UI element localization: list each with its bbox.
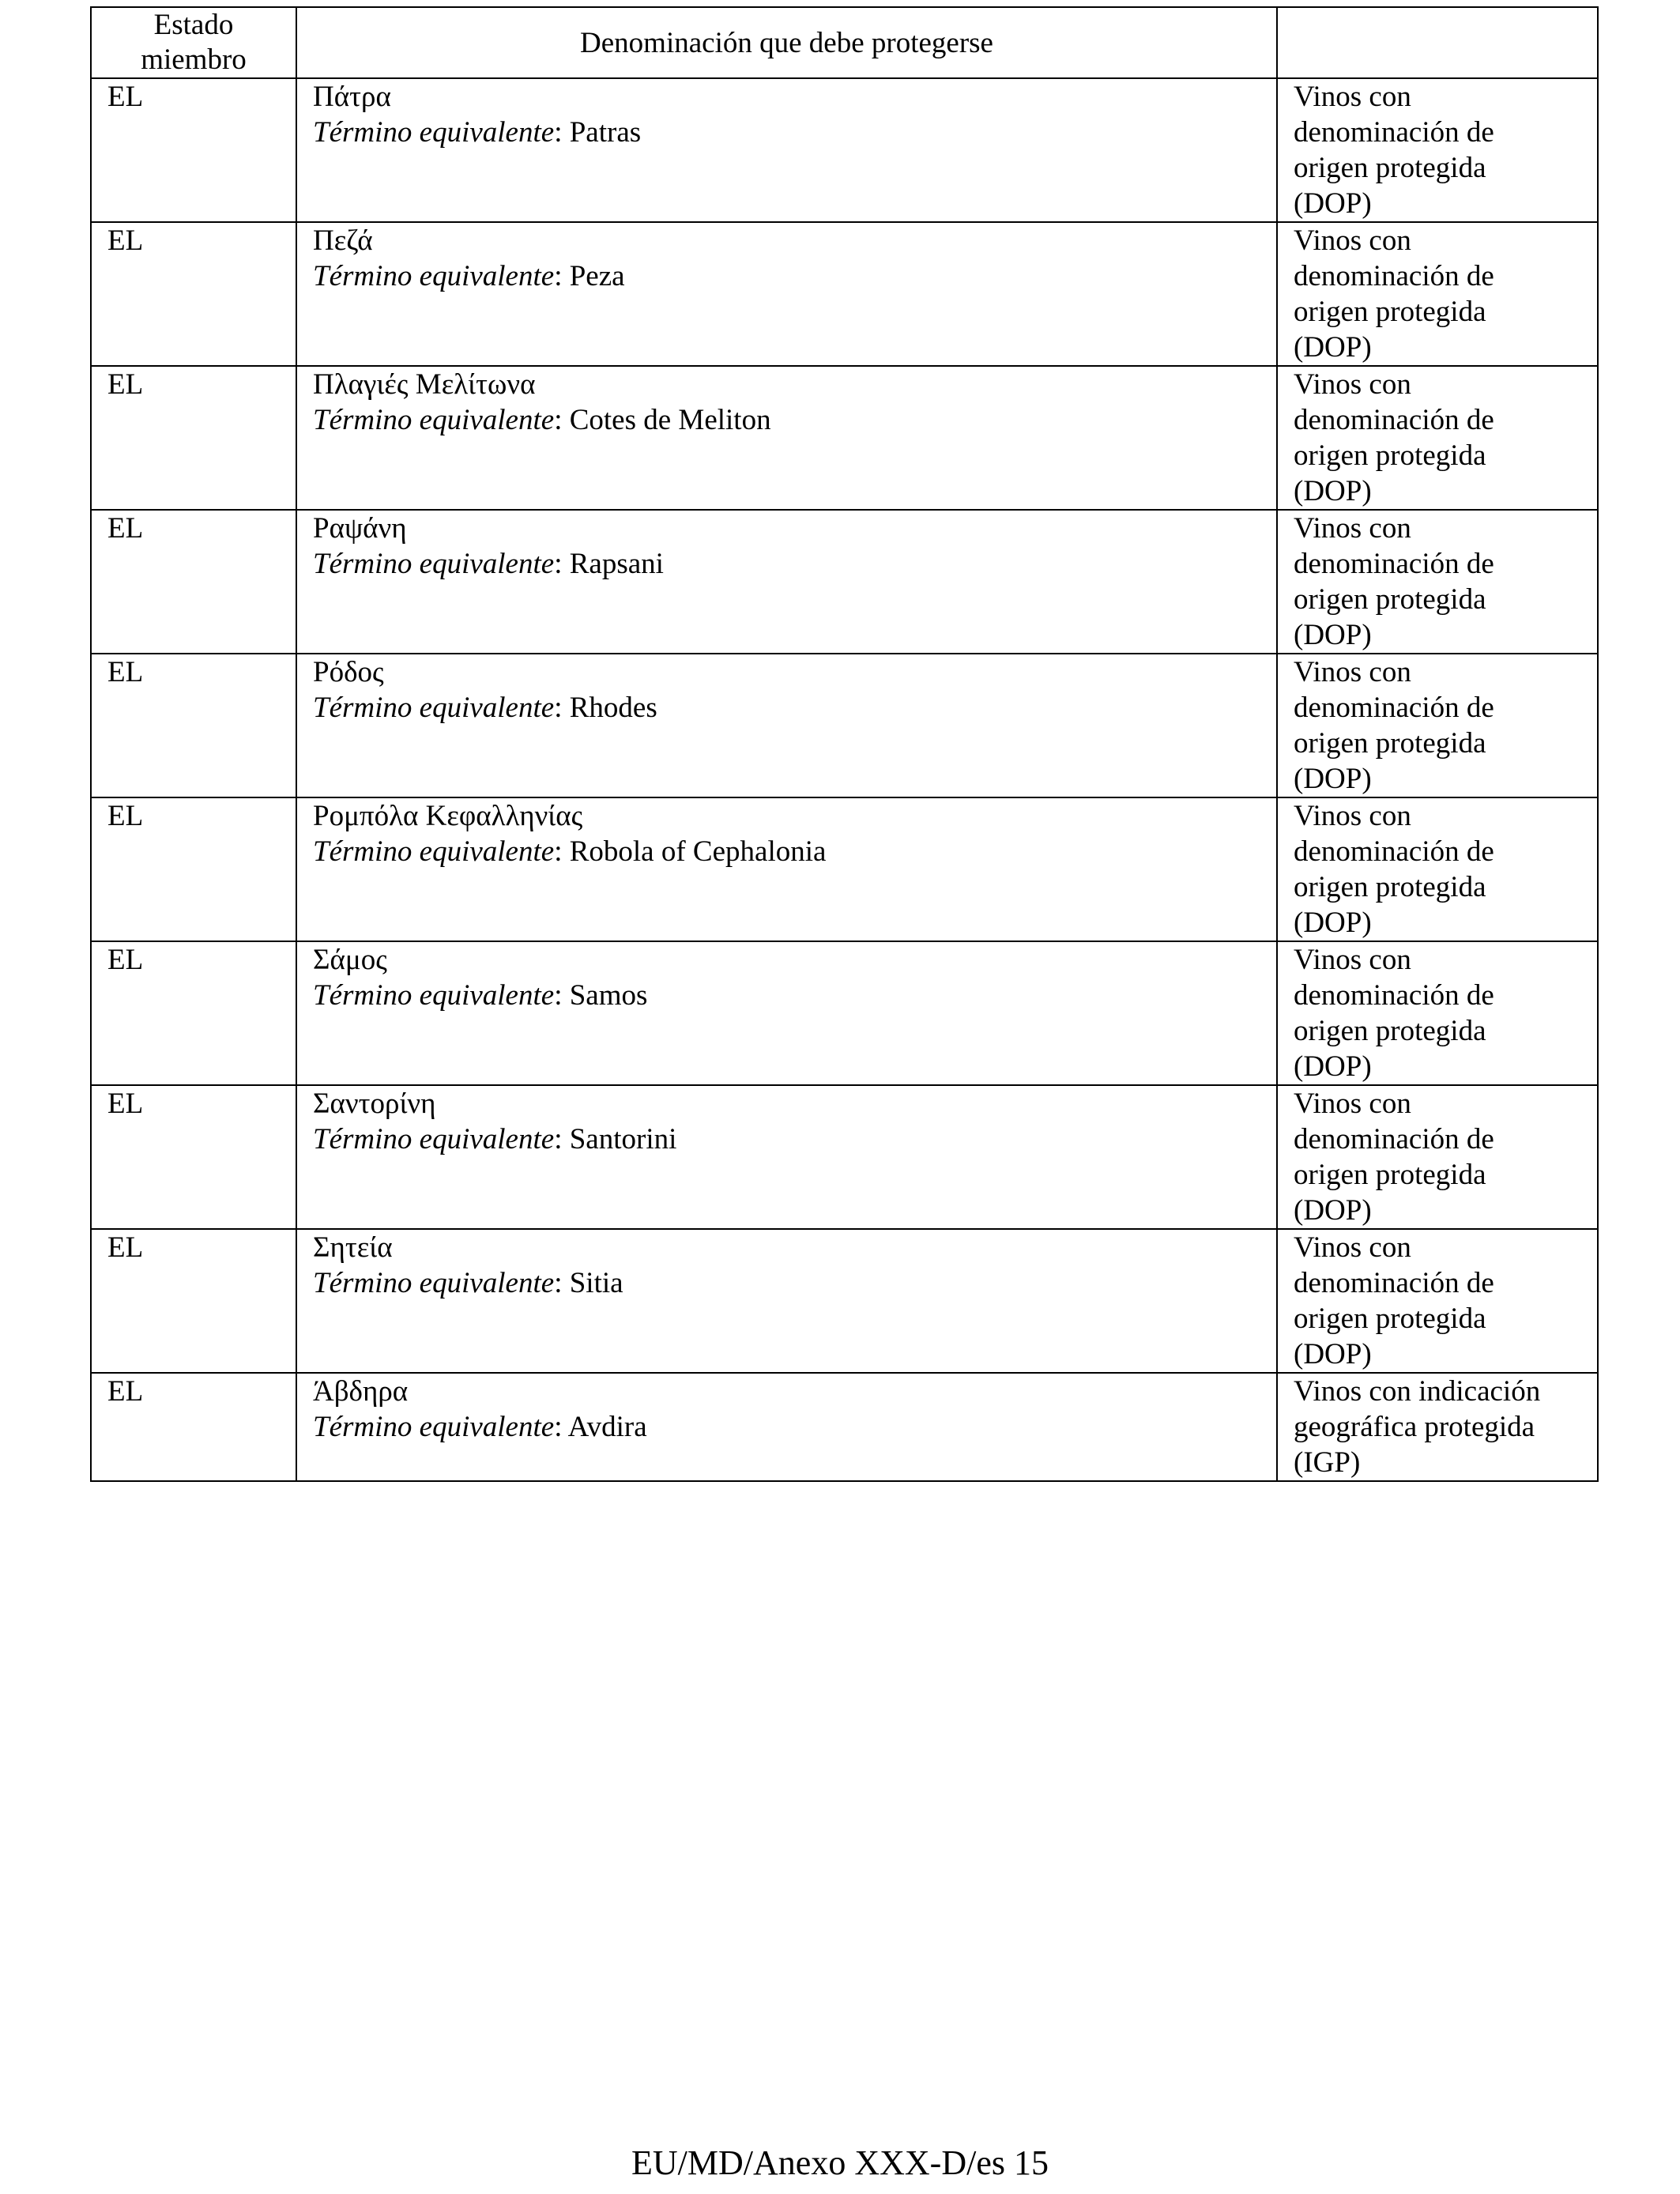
table-header (91, 7, 1598, 78)
category-line: origen protegida (1294, 1015, 1486, 1047)
category-line: Vinos con (1294, 224, 1411, 257)
denomination-cell (296, 1085, 1277, 1229)
table-row (91, 1229, 1598, 1373)
equivalent-term-label: Término equivalente (313, 260, 555, 292)
category-line: Vinos con (1294, 1088, 1411, 1120)
table-row (91, 941, 1598, 1085)
denomination-cell (296, 797, 1277, 941)
equivalent-term-value: : Robola of Cephalonia (554, 835, 827, 868)
equivalent-term-label: Término equivalente (313, 979, 555, 1012)
denomination-name: Πάτρα (313, 81, 391, 113)
equivalent-term-value: : Cotes de Meliton (554, 404, 771, 436)
equivalent-term-value: : Sitia (554, 1267, 623, 1299)
equivalent-term-line (313, 115, 1268, 150)
equivalent-term-value: : Samos (554, 979, 648, 1012)
equivalent-term-label: Término equivalente (313, 1411, 555, 1443)
denomination-cell (296, 1229, 1277, 1373)
header-estado-miembro (91, 7, 296, 78)
denomination-cell (296, 78, 1277, 222)
table-row (91, 654, 1598, 797)
category-line: Vinos con (1294, 944, 1411, 976)
denomination-name: Πλαγιές Μελίτωνα (313, 368, 536, 401)
member-state-cell: EL (91, 654, 296, 797)
equivalent-term-line (313, 834, 1268, 869)
category-line: denominación de (1294, 116, 1494, 149)
category-line: denominación de (1294, 404, 1494, 436)
denomination-name: Άβδηρα (313, 1375, 409, 1408)
category-line: denominación de (1294, 1267, 1494, 1299)
equivalent-term-value: : Rhodes (554, 692, 657, 724)
denomination-cell (296, 941, 1277, 1085)
page-footer-reference: EU/MD/Anexo XXX-D/es 15 (631, 2143, 1049, 2182)
member-state-cell: EL (91, 797, 296, 941)
category-cell (1277, 1229, 1598, 1373)
category-cell (1277, 1373, 1598, 1481)
category-line: Vinos con (1294, 512, 1411, 545)
equivalent-term-value: : Rapsani (554, 548, 664, 580)
equivalent-term-label: Término equivalente (313, 1267, 555, 1299)
category-line: origen protegida (1294, 1159, 1486, 1191)
category-line: (DOP) (1294, 907, 1372, 939)
category-line: (DOP) (1294, 475, 1372, 507)
category-cell (1277, 78, 1598, 222)
category-line: origen protegida (1294, 296, 1486, 328)
table-row (91, 222, 1598, 366)
denomination-name: Σαντορίνη (313, 1088, 436, 1120)
category-cell (1277, 654, 1598, 797)
table-row (91, 78, 1598, 222)
member-state-cell: EL (91, 1373, 296, 1481)
category-line: (DOP) (1294, 619, 1372, 651)
equivalent-term-label: Término equivalente (313, 692, 555, 724)
category-line: (DOP) (1294, 1338, 1372, 1370)
member-state-cell: EL (91, 941, 296, 1085)
member-state-cell: EL (91, 222, 296, 366)
category-cell (1277, 1085, 1598, 1229)
table-row (91, 797, 1598, 941)
category-line: denominación de (1294, 835, 1494, 868)
table-row (91, 1085, 1598, 1229)
category-cell (1277, 941, 1598, 1085)
category-cell (1277, 510, 1598, 654)
category-line: Vinos con (1294, 81, 1411, 113)
denomination-cell (296, 222, 1277, 366)
category-line: origen protegida (1294, 727, 1486, 760)
table-row (91, 510, 1598, 654)
member-state-cell: EL (91, 1229, 296, 1373)
category-line: denominación de (1294, 260, 1494, 292)
category-cell (1277, 222, 1598, 366)
denomination-cell (296, 510, 1277, 654)
denominations-table (90, 6, 1599, 1482)
header-row (91, 7, 1598, 78)
header-estado-line2: miembro (141, 43, 247, 76)
category-line: denominación de (1294, 692, 1494, 724)
category-line: origen protegida (1294, 1302, 1486, 1335)
denomination-name: Σητεία (313, 1231, 393, 1264)
header-denominacion: Denominación que debe protegerse (296, 7, 1277, 78)
denomination-name: Ρομπόλα Κεφαλληνίας (313, 800, 583, 832)
equivalent-term-value: : Avdira (554, 1411, 647, 1443)
category-line: (DOP) (1294, 187, 1372, 220)
equivalent-term-label: Término equivalente (313, 116, 555, 149)
denomination-cell (296, 366, 1277, 510)
equivalent-term-line (313, 978, 1268, 1013)
member-state-cell: EL (91, 510, 296, 654)
equivalent-term-line (313, 690, 1268, 726)
equivalent-term-value: : Peza (554, 260, 625, 292)
equivalent-term-label: Término equivalente (313, 835, 555, 868)
category-line: Vinos con (1294, 800, 1411, 832)
denomination-name: Ραψάνη (313, 512, 407, 545)
table-body (91, 78, 1598, 1481)
category-line: Vinos con indicación (1294, 1375, 1541, 1408)
category-line: origen protegida (1294, 871, 1486, 903)
category-line: (DOP) (1294, 331, 1372, 364)
category-line: Vinos con (1294, 1231, 1411, 1264)
member-state-cell: EL (91, 1085, 296, 1229)
member-state-cell: EL (91, 366, 296, 510)
equivalent-term-line (313, 546, 1268, 582)
category-line: geográfica protegida (1294, 1411, 1535, 1443)
category-line: origen protegida (1294, 439, 1486, 472)
equivalent-term-value: : Santorini (554, 1123, 677, 1155)
equivalent-term-label: Término equivalente (313, 404, 555, 436)
denomination-name: Ρόδος (313, 656, 384, 688)
equivalent-term-line (313, 1122, 1268, 1157)
category-line: (DOP) (1294, 1050, 1372, 1083)
header-estado-line1: Estado (153, 9, 234, 41)
category-line: Vinos con (1294, 368, 1411, 401)
equivalent-term-label: Término equivalente (313, 548, 555, 580)
table-row (91, 1373, 1598, 1481)
denomination-cell (296, 654, 1277, 797)
equivalent-term-line (313, 258, 1268, 294)
category-line: Vinos con (1294, 656, 1411, 688)
category-cell (1277, 797, 1598, 941)
category-line: denominación de (1294, 548, 1494, 580)
category-line: origen protegida (1294, 152, 1486, 184)
denomination-cell (296, 1373, 1277, 1481)
table-row (91, 366, 1598, 510)
category-line: (DOP) (1294, 1194, 1372, 1227)
equivalent-term-label: Término equivalente (313, 1123, 555, 1155)
equivalent-term-line (313, 1265, 1268, 1301)
denomination-name: Πεζά (313, 224, 373, 257)
member-state-cell: EL (91, 78, 296, 222)
equivalent-term-value: : Patras (554, 116, 642, 149)
category-cell (1277, 366, 1598, 510)
equivalent-term-line (313, 1409, 1268, 1445)
category-line: denominación de (1294, 1123, 1494, 1155)
category-line: (DOP) (1294, 763, 1372, 795)
category-line: (IGP) (1294, 1446, 1361, 1479)
category-line: origen protegida (1294, 583, 1486, 616)
denomination-name: Σάμος (313, 944, 387, 976)
equivalent-term-line (313, 402, 1268, 438)
category-line: denominación de (1294, 979, 1494, 1012)
header-categoria (1277, 7, 1598, 78)
